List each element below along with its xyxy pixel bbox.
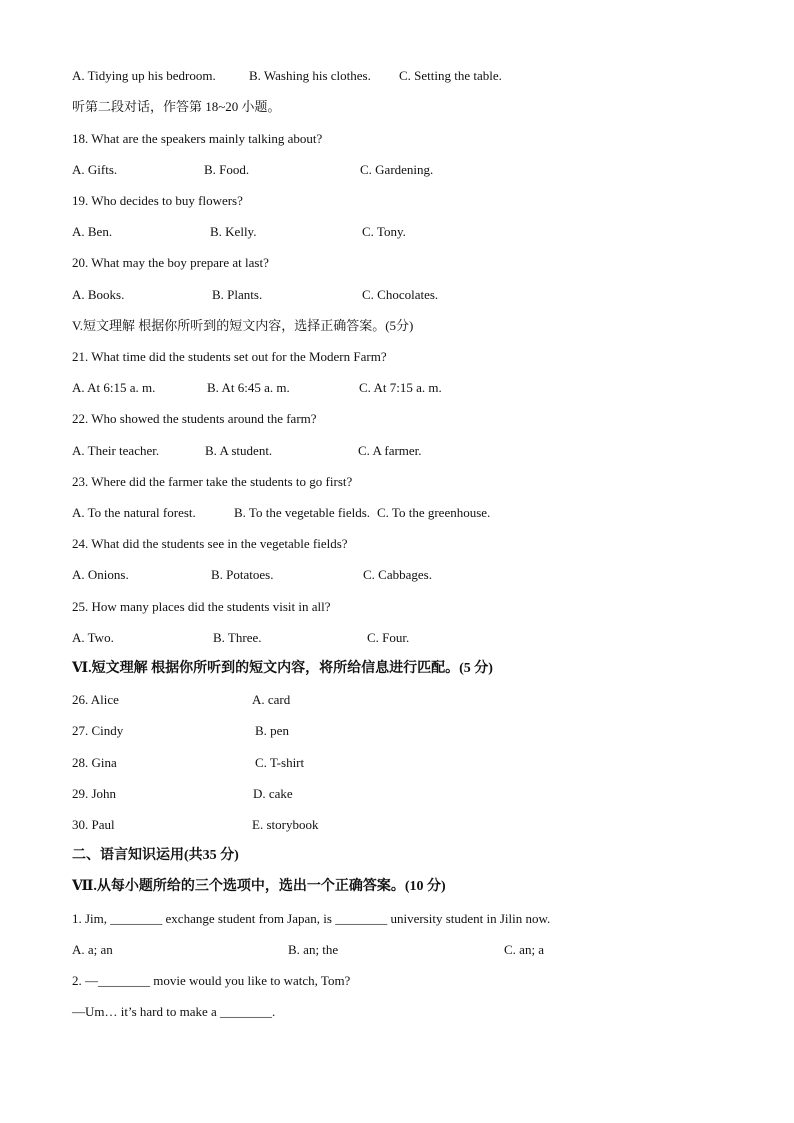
answer-option: C. Chocolates.: [362, 287, 439, 302]
match-name: 26. Alice: [72, 692, 119, 707]
answer-option: C. Four.: [367, 630, 410, 645]
match-name: 28. Gina: [72, 755, 117, 770]
match-item: D. cake: [253, 786, 293, 801]
section-heading: Ⅶ.从每小题所给的三个选项中，选出一个正确答案。(10 分): [72, 879, 446, 894]
answer-option: B. Washing his clothes.: [249, 68, 371, 83]
answer-option: C. Cabbages.: [363, 567, 432, 582]
answer-option: B. A student.: [205, 443, 273, 458]
answer-option: B. Three.: [213, 630, 262, 645]
question-text: V.短文理解 根据你所听到的短文内容，选择正确答案。(5分): [72, 318, 414, 333]
answer-option: A. At 6:15 a. m.: [72, 380, 156, 395]
answer-option: A. a; an: [72, 942, 113, 957]
answer-option: A. To the natural forest.: [72, 505, 196, 520]
answer-option: B. To the vegetable fields.: [234, 505, 371, 520]
match-item: C. T-shirt: [255, 755, 305, 770]
question-text: 2. —________ movie would you like to watch, Tom?: [72, 973, 351, 988]
answer-option: C. At 7:15 a. m.: [359, 380, 442, 395]
answer-option: A. Gifts.: [72, 162, 118, 177]
match-item: E. storybook: [252, 817, 319, 832]
question-text: —Um… it’s hard to make a ________.: [72, 1004, 276, 1019]
answer-option: A. Ben.: [72, 224, 113, 239]
answer-option: B. Food.: [204, 162, 250, 177]
answer-option: B. an; the: [288, 942, 339, 957]
question-text: 22. Who showed the students around the farm?: [72, 411, 317, 426]
question-text: 19. Who decides to buy flowers?: [72, 193, 243, 208]
answer-option: C. Gardening.: [360, 162, 434, 177]
question-text: 23. Where did the farmer take the students to go first?: [72, 474, 353, 489]
answer-option: A. Books.: [72, 287, 125, 302]
question-text: 21. What time did the students set out for the Modern Farm?: [72, 349, 387, 364]
answer-option: A. Tidying up his bedroom.: [72, 68, 216, 83]
question-text: 24. What did the students see in the vegetable fields?: [72, 536, 348, 551]
answer-option: A. Their teacher.: [72, 443, 160, 458]
question-text: 听第二段对话，作答第 18~20 小题。: [72, 99, 281, 114]
section-heading: 二、语言知识运用(共35 分): [72, 848, 239, 863]
answer-option: A. Onions.: [72, 567, 129, 582]
match-name: 27. Cindy: [72, 723, 124, 738]
answer-option: C. Setting the table.: [399, 68, 502, 83]
answer-option: B. Kelly.: [210, 224, 257, 239]
answer-option: B. Plants.: [212, 287, 263, 302]
question-text: 25. How many places did the students visit in all?: [72, 599, 331, 614]
answer-option: B. Potatoes.: [211, 567, 274, 582]
match-name: 30. Paul: [72, 817, 115, 832]
question-text: 1. Jim, ________ exchange student from Japan, is ________ university student in Jilin now.: [72, 911, 551, 926]
match-item: A. card: [252, 692, 291, 707]
match-item: B. pen: [255, 723, 289, 738]
answer-option: C. an; a: [504, 942, 545, 957]
match-name: 29. John: [72, 786, 117, 801]
answer-option: C. To the greenhouse.: [377, 505, 491, 520]
answer-option: A. Two.: [72, 630, 114, 645]
answer-option: C. A farmer.: [358, 443, 422, 458]
question-text: 18. What are the speakers mainly talking about?: [72, 131, 323, 146]
section-heading: Ⅵ.短文理解 根据你所听到的短文内容，将所给信息进行匹配。(5 分): [72, 661, 493, 676]
answer-option: B. At 6:45 a. m.: [207, 380, 290, 395]
answer-option: C. Tony.: [362, 224, 406, 239]
question-text: 20. What may the boy prepare at last?: [72, 255, 269, 270]
